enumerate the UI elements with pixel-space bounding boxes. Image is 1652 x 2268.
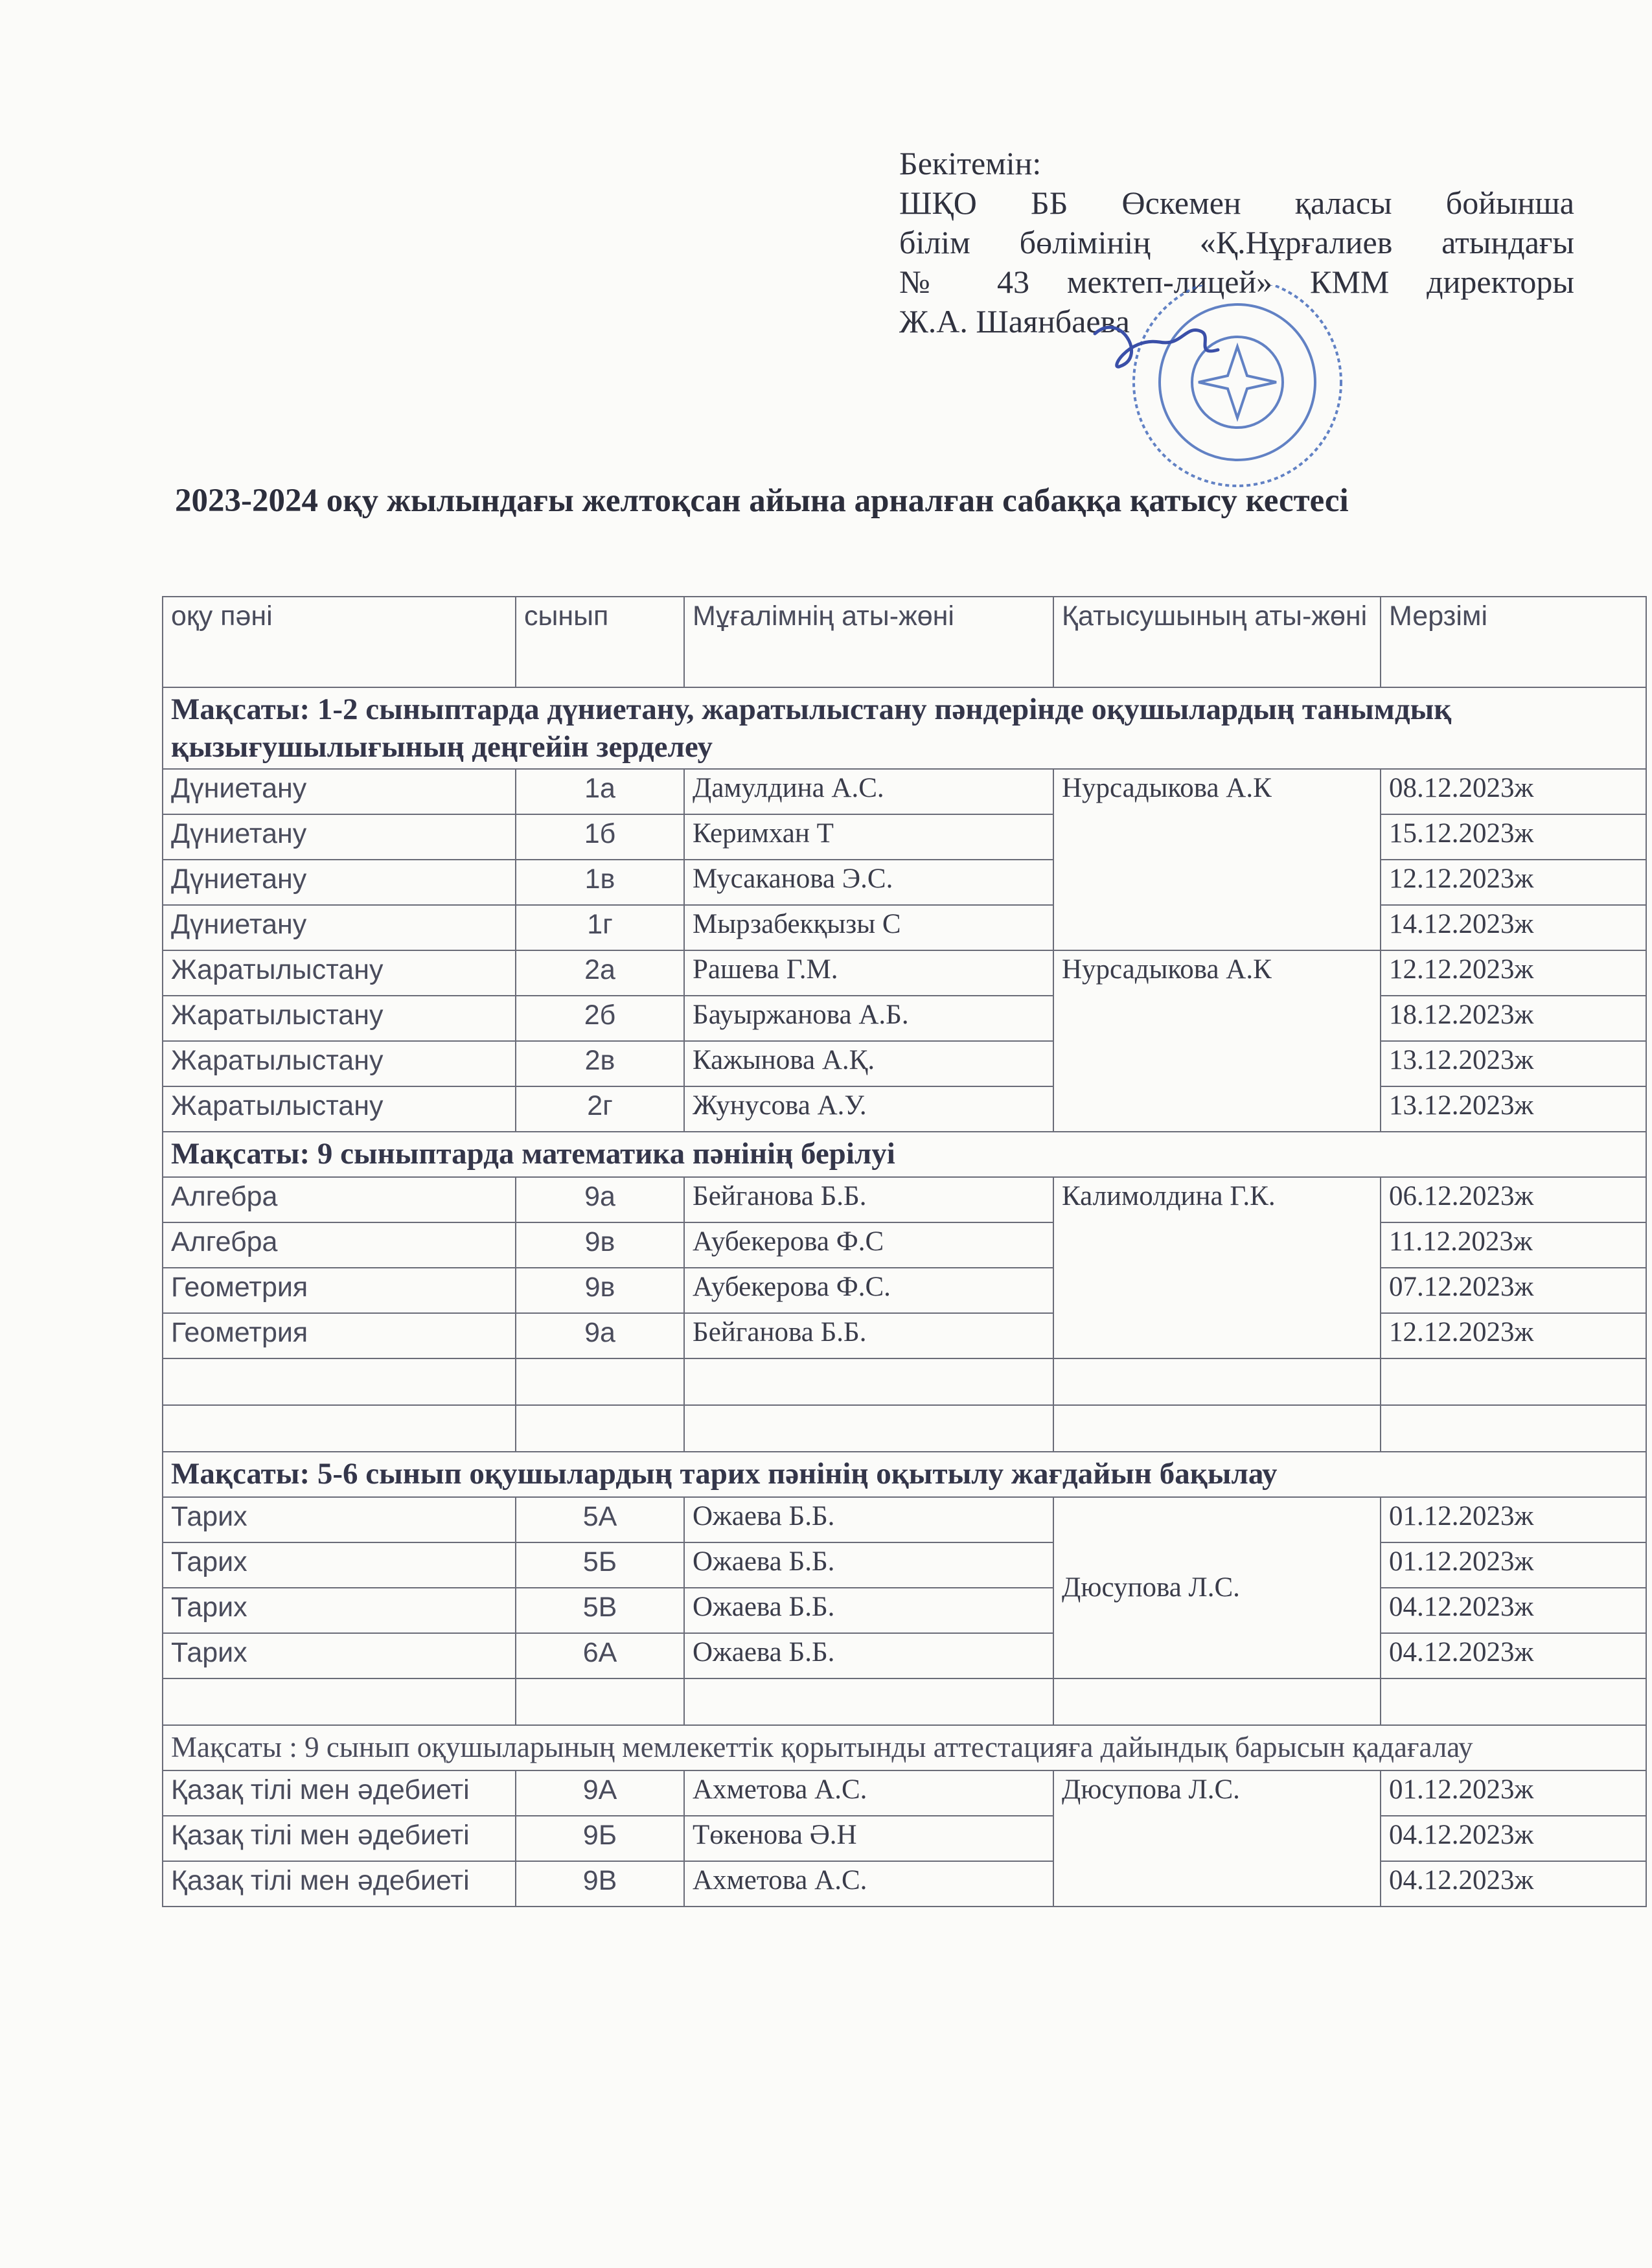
table-row [163, 1861, 1646, 1907]
approval-line: Бекітемін: [899, 145, 1042, 181]
blank-row [163, 1405, 1646, 1452]
class-cell: 2г [516, 1086, 684, 1132]
blank-cell [684, 1358, 1053, 1405]
teacher-cell: Ожаева Б.Б. [684, 1633, 1053, 1678]
approval-line: білім бөлімінің «Қ.Нұрғалиев атындағы [899, 224, 1574, 260]
class-cell: 1б [516, 814, 684, 860]
teacher-cell: Мусаканова Э.С. [684, 860, 1053, 905]
table-row [163, 1177, 1646, 1222]
date-cell: 07.12.2023ж [1381, 1268, 1646, 1313]
table-row [163, 905, 1646, 950]
class-cell: 1в [516, 860, 684, 905]
date-cell: 04.12.2023ж [1381, 1816, 1646, 1861]
observer-cell: Нурсадыкова А.К [1053, 950, 1381, 1132]
blank-cell [1381, 1678, 1646, 1725]
goal-text: Мақсаты: 5-6 сынып оқушылардың тарих пәнінің оқытылу жағдайын бақылау [163, 1452, 1646, 1497]
attendance-table [162, 596, 1647, 1907]
class-cell: 2в [516, 1041, 684, 1086]
document-title: 2023-2024 оқу жылындағы желтоқсан айына арналған сабаққа қатысу кестесі [175, 483, 1349, 519]
teacher-cell: Рашева Г.М. [684, 950, 1053, 996]
goal-text: Мақсаты: 9 сыныптарда математика пәнінің берілуі [163, 1132, 1646, 1177]
approval-line: ШҚО ББ Өскемен қаласы бойынша [899, 185, 1574, 221]
class-cell: 5В [516, 1588, 684, 1633]
class-cell: 9А [516, 1770, 684, 1816]
teacher-cell: Ахметова А.С. [684, 1770, 1053, 1816]
table-row [163, 1816, 1646, 1861]
goal-row [163, 1452, 1646, 1497]
blank-cell [1381, 1405, 1646, 1452]
subject-cell: Қазақ тілі мен әдебиеті [163, 1861, 516, 1907]
date-cell: 01.12.2023ж [1381, 1542, 1646, 1588]
date-cell: 13.12.2023ж [1381, 1041, 1646, 1086]
teacher-cell: Аубекерова Ф.С. [684, 1268, 1053, 1313]
table-row [163, 1222, 1646, 1268]
subject-cell: Тарих [163, 1588, 516, 1633]
blank-row [163, 1358, 1646, 1405]
teacher-cell: Жунусова А.У. [684, 1086, 1053, 1132]
table-header-row [163, 597, 1646, 687]
subject-cell: Дүниетану [163, 769, 516, 814]
class-cell: 1г [516, 905, 684, 950]
teacher-cell: Ожаева Б.Б. [684, 1497, 1053, 1542]
table-row [163, 1497, 1646, 1542]
class-cell: 9В [516, 1861, 684, 1907]
table-row [163, 1268, 1646, 1313]
subject-cell: Дүниетану [163, 905, 516, 950]
observer-cell: Калимолдина Г.К. [1053, 1177, 1381, 1358]
teacher-cell: Бейганова Б.Б. [684, 1177, 1053, 1222]
goal-text: Мақсаты: 1-2 сыныптарда дүниетану, жаратылыстану пәндерінде оқушылардың танымдық қызығушылығының деңгейін зерделеу [163, 687, 1646, 769]
subject-cell: Алгебра [163, 1177, 516, 1222]
blank-cell [684, 1405, 1053, 1452]
goal-row [163, 1725, 1646, 1770]
observer-cell: Дюсупова Л.С. [1053, 1497, 1381, 1678]
teacher-cell: Бауыржанова А.Б. [684, 996, 1053, 1041]
subject-cell: Тарих [163, 1542, 516, 1588]
subject-cell: Тарих [163, 1497, 516, 1542]
class-cell: 9а [516, 1313, 684, 1358]
date-cell: 14.12.2023ж [1381, 905, 1646, 950]
header-observer: Қатысушының аты-жөні [1053, 597, 1381, 687]
date-cell: 12.12.2023ж [1381, 950, 1646, 996]
date-cell: 01.12.2023ж [1381, 1770, 1646, 1816]
approval-line: Ж.А. Шаянбаева [899, 303, 1130, 339]
table-row [163, 1633, 1646, 1678]
date-cell: 11.12.2023ж [1381, 1222, 1646, 1268]
goal-row [163, 1132, 1646, 1177]
date-cell: 04.12.2023ж [1381, 1861, 1646, 1907]
class-cell: 1а [516, 769, 684, 814]
blank-row [163, 1678, 1646, 1725]
teacher-cell: Төкенова Ә.Н [684, 1816, 1053, 1861]
teacher-cell: Ахметова А.С. [684, 1861, 1053, 1907]
class-cell: 5Б [516, 1542, 684, 1588]
date-cell: 15.12.2023ж [1381, 814, 1646, 860]
class-cell: 9в [516, 1222, 684, 1268]
table-row [163, 950, 1646, 996]
date-cell: 06.12.2023ж [1381, 1177, 1646, 1222]
subject-cell: Қазақ тілі мен әдебиеті [163, 1770, 516, 1816]
date-cell: 13.12.2023ж [1381, 1086, 1646, 1132]
blank-cell [1381, 1358, 1646, 1405]
goal-row [163, 687, 1646, 769]
observer-cell: Нурсадыкова А.К [1053, 769, 1381, 950]
blank-cell [163, 1405, 516, 1452]
teacher-cell: Дамулдина А.С. [684, 769, 1053, 814]
teacher-cell: Бейганова Б.Б. [684, 1313, 1053, 1358]
header-class: сынып [516, 597, 684, 687]
subject-cell: Жаратылыстану [163, 996, 516, 1041]
blank-cell [684, 1678, 1053, 1725]
table-row [163, 1542, 1646, 1588]
date-cell: 12.12.2023ж [1381, 860, 1646, 905]
blank-cell [1053, 1405, 1381, 1452]
date-cell: 01.12.2023ж [1381, 1497, 1646, 1542]
class-cell: 9Б [516, 1816, 684, 1861]
blank-cell [516, 1405, 684, 1452]
date-cell: 04.12.2023ж [1381, 1588, 1646, 1633]
date-cell: 08.12.2023ж [1381, 769, 1646, 814]
table-row [163, 1041, 1646, 1086]
header-subject: оқу пәні [163, 597, 516, 687]
official-seal-icon [1030, 285, 1354, 492]
date-cell: 04.12.2023ж [1381, 1633, 1646, 1678]
teacher-cell: Керимхан Т [684, 814, 1053, 860]
subject-cell: Геометрия [163, 1268, 516, 1313]
subject-cell: Алгебра [163, 1222, 516, 1268]
subject-cell: Тарих [163, 1633, 516, 1678]
blank-cell [516, 1678, 684, 1725]
table-row [163, 1588, 1646, 1633]
subject-cell: Қазақ тілі мен әдебиеті [163, 1816, 516, 1861]
subject-cell: Дүниетану [163, 814, 516, 860]
teacher-cell: Кажынова А.Қ. [684, 1041, 1053, 1086]
date-cell: 18.12.2023ж [1381, 996, 1646, 1041]
header-date: Мерзімі [1381, 597, 1646, 687]
observer-cell: Дюсупова Л.С. [1053, 1770, 1381, 1907]
table-row [163, 996, 1646, 1041]
signature-icon [1095, 327, 1218, 367]
subject-cell: Геометрия [163, 1313, 516, 1358]
class-cell: 5А [516, 1497, 684, 1542]
blank-cell [516, 1358, 684, 1405]
attendance-table-body [163, 597, 1646, 1907]
blank-cell [163, 1358, 516, 1405]
table-row [163, 814, 1646, 860]
date-cell: 12.12.2023ж [1381, 1313, 1646, 1358]
teacher-cell: Мырзабекқызы С [684, 905, 1053, 950]
class-cell: 2б [516, 996, 684, 1041]
blank-cell [1053, 1358, 1381, 1405]
table-row [163, 769, 1646, 814]
header-teacher: Мұғалімнің аты-жөні [684, 597, 1053, 687]
teacher-cell: Ожаева Б.Б. [684, 1588, 1053, 1633]
table-row [163, 1086, 1646, 1132]
subject-cell: Жаратылыстану [163, 1086, 516, 1132]
table-row [163, 1313, 1646, 1358]
blank-cell [163, 1678, 516, 1725]
class-cell: 9в [516, 1268, 684, 1313]
teacher-cell: Ожаева Б.Б. [684, 1542, 1053, 1588]
teacher-cell: Аубекерова Ф.С [684, 1222, 1053, 1268]
table-row [163, 860, 1646, 905]
approval-line: № 43 мектеп-лицей» КММ директоры [899, 264, 1574, 300]
class-cell: 2а [516, 950, 684, 996]
class-cell: 9а [516, 1177, 684, 1222]
subject-cell: Жаратылыстану [163, 950, 516, 996]
subject-cell: Жаратылыстану [163, 1041, 516, 1086]
class-cell: 6А [516, 1633, 684, 1678]
table-row [163, 1770, 1646, 1816]
goal-text: Мақсаты : 9 сынып оқушыларының мемлекеттік қорытынды аттестацияға дайындық барысын қадағалау [163, 1725, 1646, 1770]
subject-cell: Дүниетану [163, 860, 516, 905]
blank-cell [1053, 1678, 1381, 1725]
